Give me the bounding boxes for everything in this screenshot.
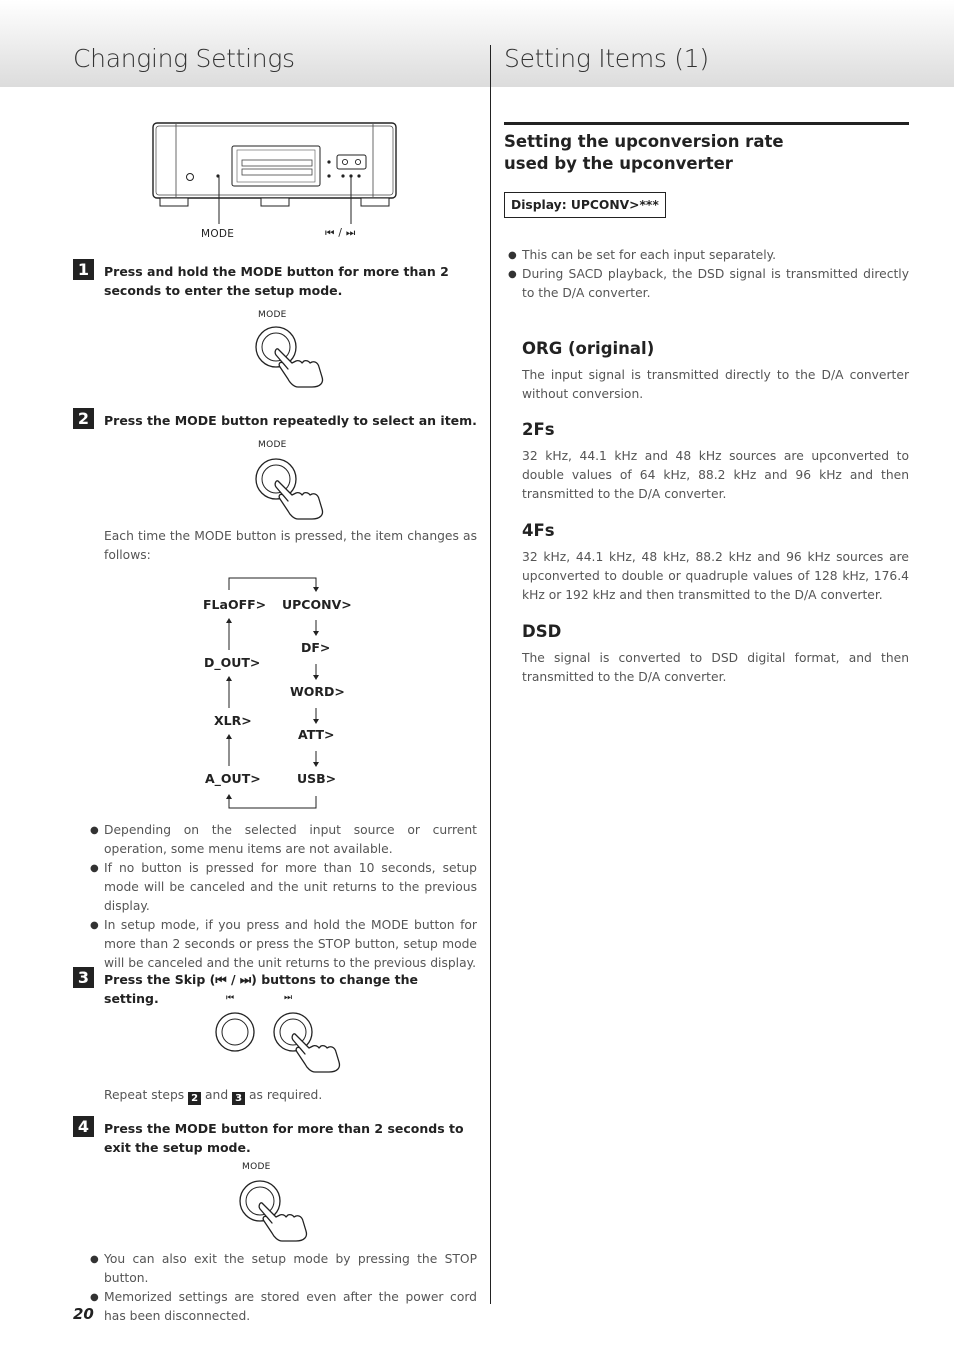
list-item: ● During SACD playback, the DSD signal is transmitted directly to the D/A converter. bbox=[508, 265, 909, 303]
list-item: ● You can also exit the setup mode by pressing the STOP button. bbox=[90, 1250, 477, 1288]
list-item: ● This can be set for each input separately. bbox=[508, 246, 909, 265]
step-3-text: Press the Skip (⏮ / ⏭) buttons to change the setting. bbox=[104, 972, 418, 1006]
press-mode-button-icon bbox=[236, 1177, 316, 1247]
step-2-text: Press the MODE button repeatedly to select an item. bbox=[104, 413, 477, 428]
press-mode-button-icon bbox=[252, 323, 332, 393]
notes-list-b bbox=[90, 1250, 477, 1326]
flow-item-xlr: XLR> bbox=[214, 713, 252, 728]
option-dsd-desc: The signal is converted to DSD digital format, and then transmitted to the D/A converter. bbox=[522, 651, 909, 684]
right-notes-list bbox=[508, 246, 909, 303]
step-1-mode-label: MODE bbox=[258, 310, 287, 320]
display-indicator-box: Display: UPCONV>*** bbox=[504, 192, 666, 218]
step-2-number: 2 bbox=[73, 408, 94, 429]
step-4-number: 4 bbox=[73, 1116, 94, 1137]
flow-item-upconv: UPCONV> bbox=[282, 597, 352, 612]
option-2fs-desc: 32 kHz, 44.1 kHz and 48 kHz sources are upconverted to double values of 64 kHz, 88.2 kHz and 96 kHz and then transmitted to the D/A converter. bbox=[522, 449, 909, 501]
flow-item-usb: USB> bbox=[297, 771, 337, 786]
column-divider bbox=[490, 45, 491, 1304]
step-1-number: 1 bbox=[73, 259, 94, 280]
step-4-text: Press the MODE button for more than 2 seconds to exit the setup mode. bbox=[104, 1121, 464, 1155]
flow-item-att: ATT> bbox=[298, 727, 335, 742]
option-2fs-heading: 2Fs bbox=[522, 420, 555, 439]
section-heading: Setting the upconversion rate used by the upconverter bbox=[504, 132, 784, 173]
step-4-mode-label: MODE bbox=[242, 1162, 271, 1172]
section-rule bbox=[504, 122, 909, 125]
option-org-desc: The input signal is transmitted directly to the D/A converter without conversion. bbox=[522, 368, 909, 401]
flow-item-df: DF> bbox=[301, 640, 331, 655]
option-4fs-desc: 32 kHz, 44.1 kHz, 48 kHz, 88.2 kHz and 96 kHz sources are upconverted to double or quadruple values of 128 kHz, 176.4 kHz or 192 kHz and then transmitted to the D/A converter. bbox=[522, 550, 909, 602]
flow-item-flaoff: FLaOFF> bbox=[203, 597, 267, 612]
flow-item-a-out: A_OUT> bbox=[205, 771, 261, 786]
list-item: ● Depending on the selected input source or current operation, some menu items are not available. bbox=[90, 821, 477, 859]
step-2-note: Each time the MODE button is pressed, the item changes as follows: bbox=[104, 529, 477, 562]
list-item: ● If no button is pressed for more than 10 seconds, setup mode will be canceled and the unit returns to the previous display. bbox=[90, 859, 477, 916]
flow-item-word: WORD> bbox=[290, 684, 345, 699]
page-number: 20 bbox=[73, 1305, 94, 1323]
page-title-right: Setting Items (1) bbox=[504, 44, 709, 73]
notes-list-a bbox=[90, 821, 477, 973]
flow-item-d-out: D_OUT> bbox=[204, 655, 261, 670]
step-2-mode-label: MODE bbox=[258, 440, 287, 450]
skip-buttons-label: ⏮ / ⏭ bbox=[325, 227, 356, 239]
mode-button-label: MODE bbox=[201, 228, 235, 240]
repeat-steps-note: Repeat steps 2 and 3 as required. bbox=[104, 1088, 323, 1104]
skip-prev-button-icon bbox=[214, 1011, 256, 1053]
step-1-text: Press and hold the MODE button for more than 2 seconds to enter the setup mode. bbox=[104, 264, 449, 298]
option-dsd-heading: DSD bbox=[522, 622, 562, 641]
next-skip-label: ⏭ bbox=[284, 993, 293, 1003]
option-4fs-heading: 4Fs bbox=[522, 521, 555, 540]
prev-skip-label: ⏮ bbox=[226, 993, 235, 1003]
press-mode-button-icon bbox=[252, 455, 332, 525]
device-front-panel-illustration bbox=[150, 120, 400, 245]
option-org-heading: ORG (original) bbox=[522, 339, 655, 358]
list-item: ● In setup mode, if you press and hold the MODE button for more than 2 seconds or press the STOP button, setup mode will be canceled and the unit returns to the previous display. bbox=[90, 916, 477, 973]
press-skip-next-button-icon bbox=[272, 1011, 352, 1081]
list-item: ● Memorized settings are stored even after the power cord has been disconnected. bbox=[90, 1288, 477, 1326]
page-title-left: Changing Settings bbox=[73, 44, 295, 73]
skip-symbols: ⏮ / ⏭ bbox=[215, 972, 252, 987]
step-3-number: 3 bbox=[73, 967, 94, 988]
